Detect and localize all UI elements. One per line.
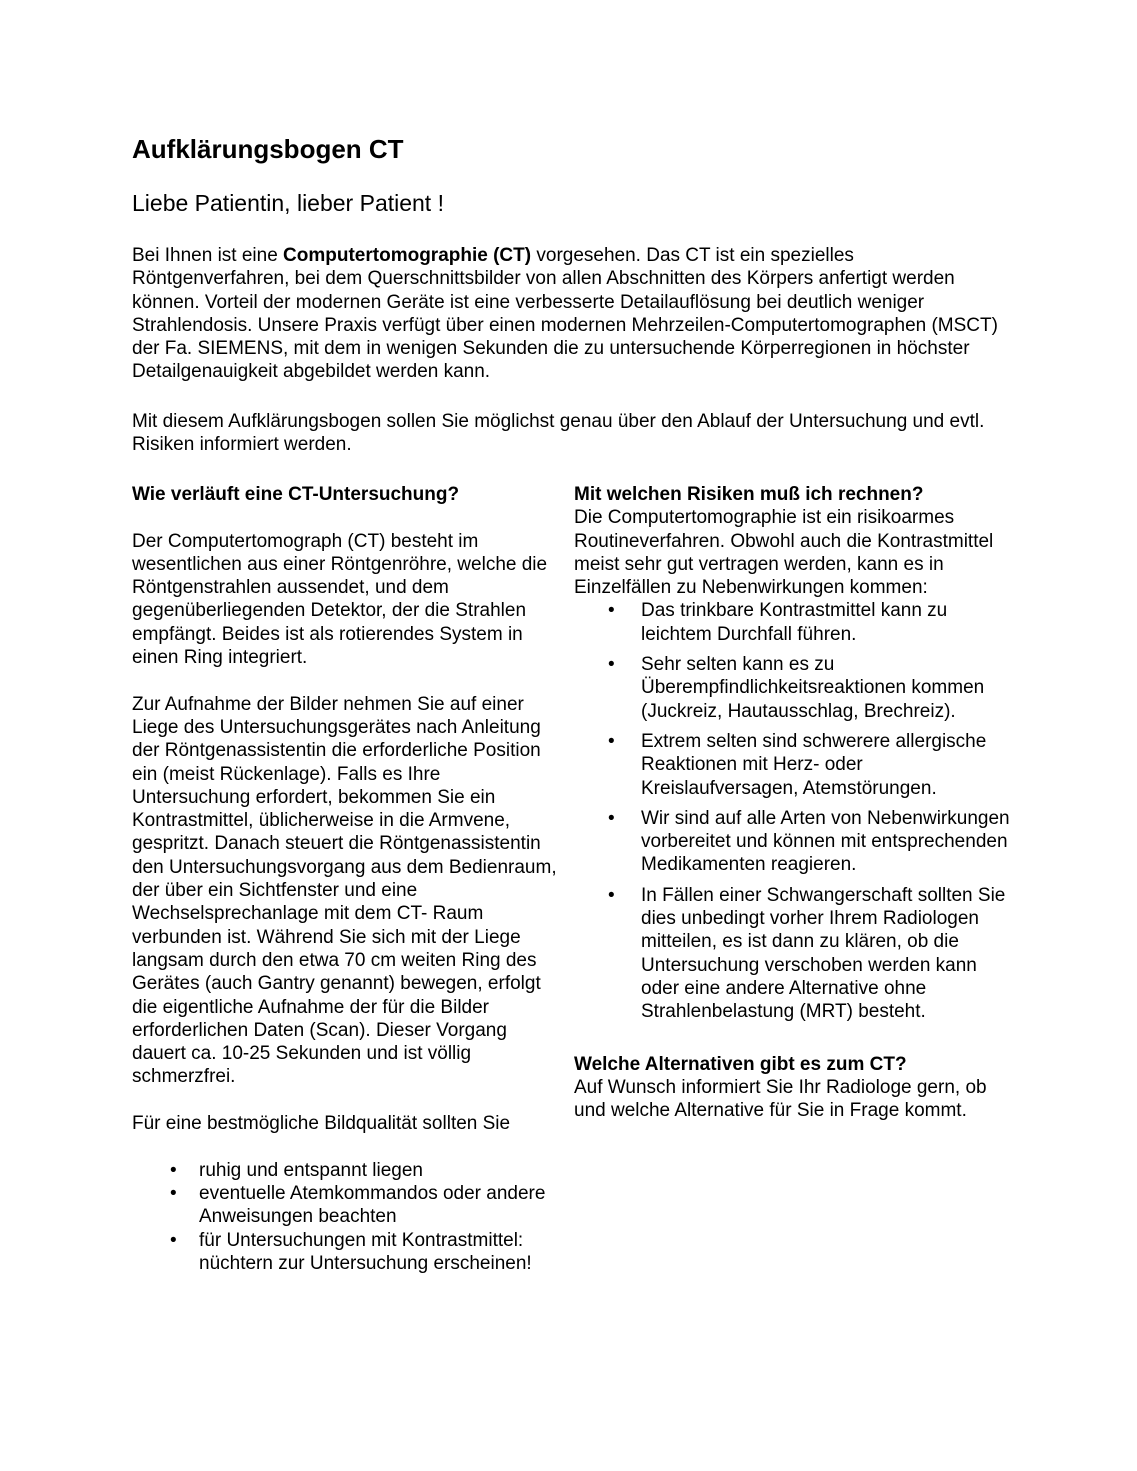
bullet-icon: • xyxy=(608,600,615,622)
image-quality-list xyxy=(132,1159,562,1275)
list-item-text: Das trinkbare Kontrastmittel kann zu leichtem Durchfall führen. xyxy=(641,600,948,645)
section-heading-procedure: Wie verläuft eine CT-Untersuchung? xyxy=(132,484,460,505)
procedure-paragraph-1: Der Computertomograph (CT) besteht im wesentlichen aus einer Röntgenröhre, welche die Röntgenstrahlen aussendet, und dem gegenüberliegenden Detektor, der die Strahlen empfängt. Beides ist als rotierendes System in einen Ring integriert. xyxy=(132,530,548,669)
bullet-icon: • xyxy=(170,1159,177,1181)
bullet-icon: • xyxy=(608,730,615,752)
document-title: Aufklärungsbogen CT xyxy=(132,134,404,164)
list-item xyxy=(574,730,1014,800)
list-item-text: Extrem selten sind schwerere allergische Reaktionen mit Herz- oder Kreislaufversagen, Atemstörungen. xyxy=(641,730,987,799)
intro-paragraph-2: Mit diesem Aufklärungsbogen sollen Sie möglichst genau über den Ablauf der Untersuchung und evtl. Risiken informiert werden. xyxy=(132,411,985,456)
bullet-icon: • xyxy=(608,884,615,906)
list-item-text: eventuelle Atemkommandos oder andere Anweisungen beachten xyxy=(199,1182,546,1228)
section-heading-risks: Mit welchen Risiken muß ich rechnen? xyxy=(574,484,924,505)
intro-bold-term: Computertomographie (CT) xyxy=(283,245,532,266)
list-item xyxy=(132,1229,562,1276)
bullet-icon: • xyxy=(608,807,615,829)
list-item xyxy=(574,653,1014,723)
list-item xyxy=(132,1182,562,1229)
procedure-paragraph-2: Zur Aufnahme der Bilder nehmen Sie auf einer Liege des Untersuchungsgerätes nach Anleitung der Röntgenassistentin die erforderliche Position ein (meist Rückenlage). Falls es Ihre Untersuchung erfordert, bekommen Sie ein Kontrastmittel, üblicherweise in die Armvene, gespritzt. Danach steuert die Röntgenassistentin den Untersuchungsvorgang aus dem Bedienraum, der über ein Sichtfenster und eine Wechselsprechanlage mit dem CT- Raum verbunden ist. Während Sie sich mit der Liege langsam durch den etwa 70 cm weiten Ring des Gerätes (auch Gantry genannt) bewegen, erfolgt die eigentliche Aufnahme der für die Bilder erforderlichen Daten (Scan). Dieser Vorgang dauert ca. 10-25 Sekunden und ist völlig schmerzfrei. xyxy=(132,693,557,1088)
list-item xyxy=(574,807,1014,877)
list-item-text: ruhig und entspannt liegen xyxy=(199,1159,423,1181)
procedure-paragraph-3: Für eine bestmögliche Bildqualität sollten Sie xyxy=(132,1113,511,1135)
intro-text-before: Bei Ihnen ist eine xyxy=(132,245,284,266)
greeting: Liebe Patientin, lieber Patient ! xyxy=(132,190,444,216)
list-item-text: Sehr selten kann es zu Überempfindlichkeitsreaktionen kommen (Juckreiz, Hautausschlag, Brechreiz). xyxy=(641,654,985,722)
list-item xyxy=(574,599,1014,646)
right-column xyxy=(574,483,1014,1122)
list-item-text: In Fällen einer Schwangerschaft sollten Sie dies unbedingt vorher Ihrem Radiologen mitteilen, es ist dann zu klären, ob die Untersuchung verschoben werden kann oder eine andere Alternative ohne Strahlenbelastung (MRT) besteht. xyxy=(641,884,1006,1023)
left-column xyxy=(132,483,562,1275)
list-item-text: Wir sind auf alle Arten von Nebenwirkungen vorbereitet und können mit entsprechenden Medikamenten reagieren. xyxy=(641,807,1010,876)
list-item-text: für Untersuchungen mit Kontrastmittel: nüchtern zur Untersuchung erscheinen! xyxy=(199,1229,532,1274)
list-item xyxy=(132,1159,562,1182)
risks-paragraph: Die Computertomographie ist ein risikoarmes Routineverfahren. Obwohl auch die Kontrastmittel meist sehr gut vertragen werden, kann es in Einzelfällen zu Nebenwirkungen kommen: xyxy=(574,507,994,599)
list-item xyxy=(574,884,1014,1024)
bullet-icon: • xyxy=(170,1229,177,1251)
intro-text-after: vorgesehen. Das CT ist ein spezielles Röntgenverfahren, bei dem Querschnittsbilder von allen Abschnitten des Körpers anfertigt werden können. Vorteil der modernen Geräte ist eine verbesserte Detailauflösung bei deutlich weniger Strahlendosis. Unsere Praxis verfügt über einen modernen Mehrzeilen-Computertomographen (MSCT) der Fa. SIEMENS, mit dem in wenigen Sekunden die zu untersuchende Körperregionen in höchster Detailgenauigkeit abgebildet werden kann. xyxy=(132,245,998,383)
alternatives-paragraph: Auf Wunsch informiert Sie Ihr Radiologe gern, ob und welche Alternative für Sie in Frage kommt. xyxy=(574,1076,987,1122)
bullet-icon: • xyxy=(170,1182,177,1204)
bullet-icon: • xyxy=(608,654,615,676)
risks-list xyxy=(574,599,1014,1023)
intro-paragraph-1 xyxy=(132,244,1012,384)
section-heading-alternatives: Welche Alternativen gibt es zum CT? xyxy=(574,1053,907,1075)
